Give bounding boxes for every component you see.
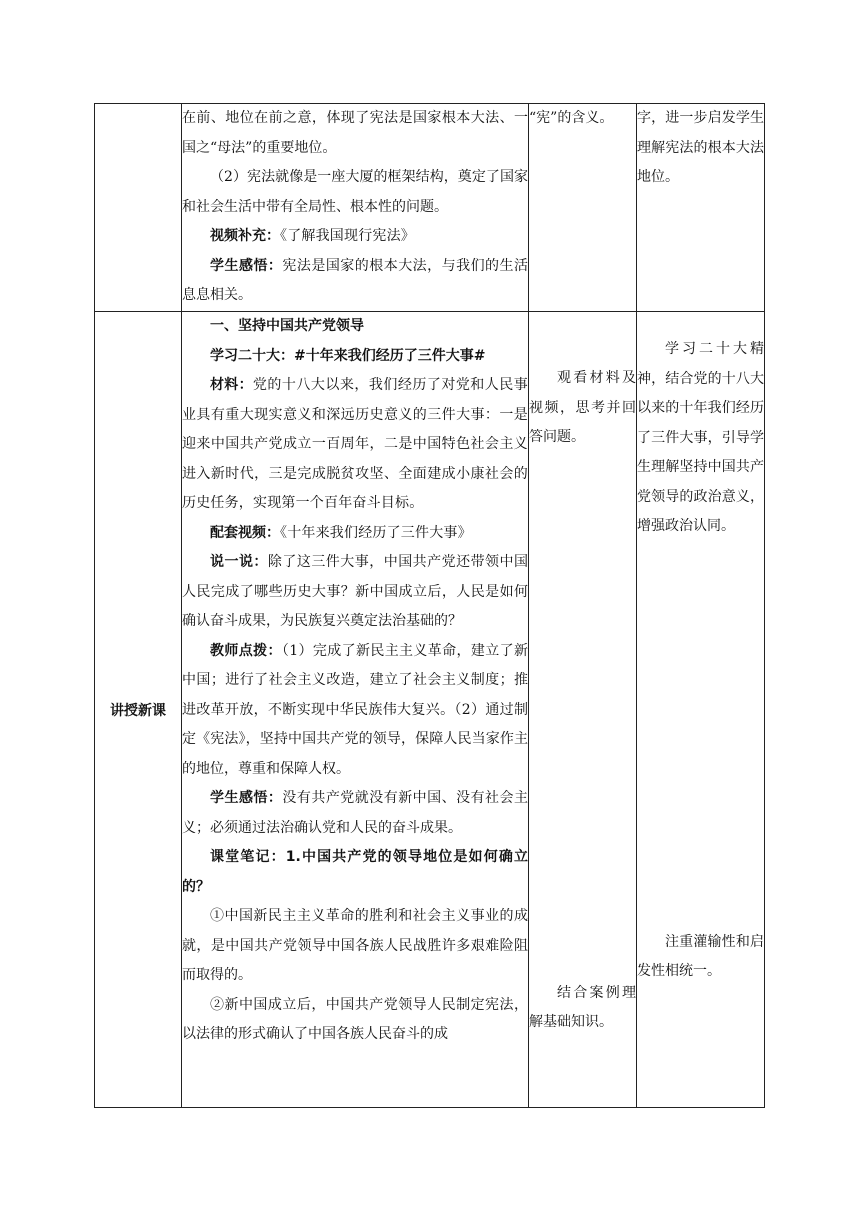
say-text: 除了这三件大事，中国共产党还带领中国人民完成了哪些历史大事？新中国成立后，人民是如何确认奋斗成果，为民族复兴奠定法治基础的？	[182, 554, 529, 629]
row-label-cell	[95, 312, 182, 1108]
notes-paragraph	[182, 843, 528, 902]
lesson-plan-table	[94, 103, 765, 1108]
feeling-label: 学生感悟：	[210, 790, 283, 806]
say-paragraph	[182, 548, 528, 637]
point-paragraph: ①中国新民主主义革命的胜利和社会主义事业的成就，是中国共产党领导中国各族人民战胜许多艰难险阻而取得的。	[182, 908, 528, 983]
table-row	[95, 104, 765, 312]
design-intent-text: 字，进一步启发学生理解宪法的根本大法地位。	[637, 110, 764, 185]
notes-text: 1.中国共产党的领导地位是如何确立的？	[182, 849, 528, 895]
content-paragraph: （2）宪法就像是一座大厦的框架结构，奠定了国家和社会生活中带有全局性、根本性的问题。	[182, 169, 528, 215]
row-label: 讲授新课	[110, 702, 166, 719]
design-intent-cell	[637, 104, 765, 312]
video-paragraph	[182, 519, 528, 549]
student-activity-text: 结合案例理解基础知识。	[529, 984, 636, 1030]
feeling-text: 宪法是国家的根本大法，与我们的生活息息相关。	[182, 257, 529, 303]
design-intent-text: 学习二十大精神，结合党的十八大以来的十年我们经历了三件大事，引导学生理解坚持中国共产党领导的政治意义，增强政治认同。	[637, 341, 764, 534]
design-intent-text: 注重灌输性和启发性相统一。	[637, 933, 764, 979]
feeling-label: 学生感悟：	[210, 257, 283, 274]
video-title: 《了解我国现行宪法》	[280, 228, 415, 244]
table-row	[95, 312, 765, 1108]
notes-label: 课堂笔记：	[210, 849, 286, 865]
video-label: 配套视频：	[210, 524, 280, 541]
feeling-paragraph	[182, 252, 528, 311]
design-intent-cell	[637, 312, 765, 1108]
teacher-paragraph	[182, 637, 528, 785]
teacher-text: （1）完成了新民主主义革命，建立了新中国；进行了社会主义改造，建立了社会主义制度；推进改革开放，不断实现中华民族伟大复兴。（2）通过制定《宪法》，坚持中国共产党的领导，保障人民当家作主的地位，尊重和保障人权。	[182, 642, 529, 777]
feeling-text: 没有共产党就没有新中国、没有社会主义；必须通过法治确认党和人民的奋斗成果。	[182, 790, 529, 836]
content-paragraph: 在前、地位在前之意，体现了宪法是国家根本大法、一国之“母法”的重要地位。	[182, 110, 528, 156]
say-label: 说一说：	[210, 554, 268, 570]
video-paragraph	[182, 222, 528, 252]
content-cell	[182, 312, 529, 1108]
content-cell	[182, 104, 529, 312]
teacher-label: 教师点拨：	[210, 642, 282, 659]
student-activity-text: 观看材料及视频，思考并回答问题。	[529, 370, 636, 445]
material-paragraph	[182, 371, 528, 519]
row-label-cell	[95, 104, 182, 312]
video-label: 视频补充：	[210, 228, 280, 244]
student-activity-cell	[529, 312, 637, 1108]
student-activity-cell	[529, 104, 637, 312]
feeling-paragraph	[182, 784, 528, 843]
point-paragraph: ②新中国成立后，中国共产党领导人民制定宪法，以法律的形式确认了中国各族人民奋斗的成	[182, 996, 528, 1042]
material-label: 材料：	[210, 377, 253, 393]
material-text: 党的十八大以来，我们经历了对党和人民事业具有重大现实意义和深远历史意义的三件大事：一是迎来中国共产党成立一百周年，二是中国特色社会主义进入新时代，三是完成脱贫攻坚、全面建成小康社会的历史任务，实现第一个百年奋斗目标。	[182, 377, 528, 511]
student-activity-text: “宪”的含义。	[529, 110, 614, 126]
section-heading: 一、坚持中国共产党领导	[210, 318, 364, 334]
video-title: 《十年来我们经历了三件大事》	[280, 524, 472, 541]
study-label: 学习二十大：#十年来我们经历了三件大事#	[210, 347, 486, 364]
